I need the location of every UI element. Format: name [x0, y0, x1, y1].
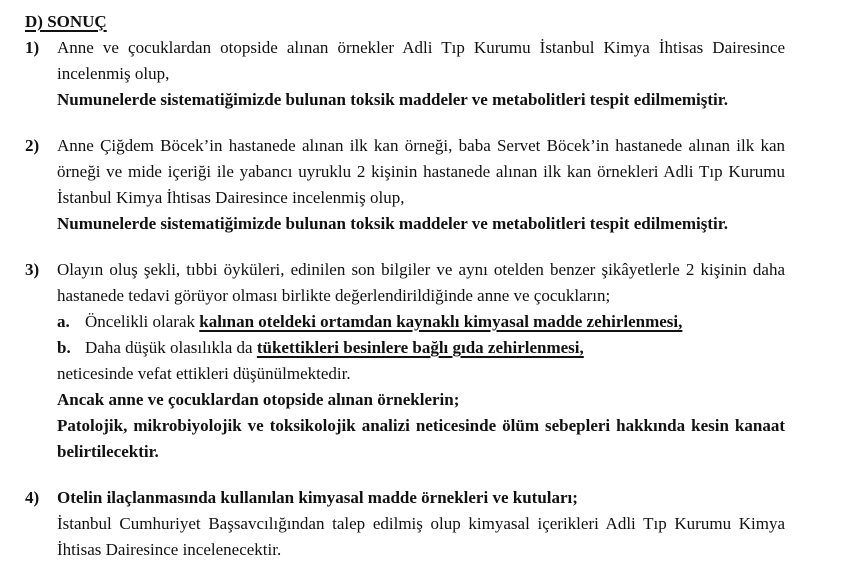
item-outcome: neticesinde vefat ettikleri düşünülmektedir. — [57, 364, 351, 383]
item-intro: Anne ve çocuklardan otopside alınan örnekler Adli Tıp Kurumu İstanbul Kimya İhtisas Dairesince incelenmiş olup, — [57, 38, 785, 83]
list-item-3 — [25, 257, 785, 465]
item-number: 2) — [25, 136, 40, 155]
list-item-1 — [25, 35, 785, 113]
section-heading: D) SONUÇ — [25, 12, 107, 31]
sub-item-lead: Daha düşük olasılıkla da — [85, 338, 257, 357]
item-number: 1) — [25, 38, 40, 57]
item-finding: Numunelerde sistematiğimizde bulunan toksik maddeler ve metabolitleri tespit edilmemiştir. — [57, 214, 728, 233]
sub-item-marker: a. — [57, 312, 70, 331]
sub-item-marker: b. — [57, 338, 71, 357]
item-body — [57, 35, 785, 113]
sub-item-text — [85, 335, 785, 361]
sub-item-lead: Öncelikli olarak — [85, 312, 200, 331]
item-body — [57, 485, 785, 563]
item-note-lead: Ancak anne ve çocuklardan otopside alınan örneklerin; — [57, 390, 460, 409]
sub-item-text — [85, 309, 785, 335]
item-finding: Numunelerde sistematiğimizde bulunan toksik maddeler ve metabolitleri tespit edilmemiştir. — [57, 90, 728, 109]
sub-item-emphasis: kalınan oteldeki ortamdan kaynaklı kimyasal madde zehirlenmesi, — [199, 312, 683, 331]
item-text: İstanbul Cumhuriyet Başsavcılığından talep edilmiş olup kimyasal içerikleri Adli Tıp Kurumu Kimya İhtisas Dairesince incelenecektir. — [57, 514, 785, 559]
sub-item-b — [57, 335, 785, 361]
item-note-body: Patolojik, mikrobiyolojik ve toksikolojik analizi neticesinde ölüm sebepleri hakkında kesin kanaat belirtilecektir. — [57, 416, 785, 461]
item-number: 4) — [25, 488, 40, 507]
item-intro: Anne Çiğdem Böcek’in hastanede alınan ilk kan örneği, baba Servet Böcek’in hastanede alınan ilk kan örneği ve mide içeriği ile yabancı uyruklu 2 kişinin hastanede alınan ilk kan örnekleri Adli Tıp Kurumu İstanbul Kimya İhtisas Dairesince incelenmiş olup, — [57, 136, 785, 207]
item-number: 3) — [25, 260, 40, 279]
item-title: Otelin ilaçlanmasında kullanılan kimyasal madde örnekleri ve kutuları; — [57, 488, 578, 507]
list-item-4 — [25, 485, 785, 563]
item-body — [57, 257, 785, 465]
sub-item-a — [57, 309, 785, 335]
item-body — [57, 133, 785, 237]
list-item-2 — [25, 133, 785, 237]
item-intro: Olayın oluş şekli, tıbbi öyküleri, edinilen son bilgiler ve aynı otelden benzer şikâyetlerle 2 kişinin daha hastanede tedavi görüyor olması birlikte değerlendirildiğinde anne ve çocukların; — [57, 260, 785, 305]
sub-item-emphasis: tükettikleri besinlere bağlı gıda zehirlenmesi, — [256, 338, 584, 357]
